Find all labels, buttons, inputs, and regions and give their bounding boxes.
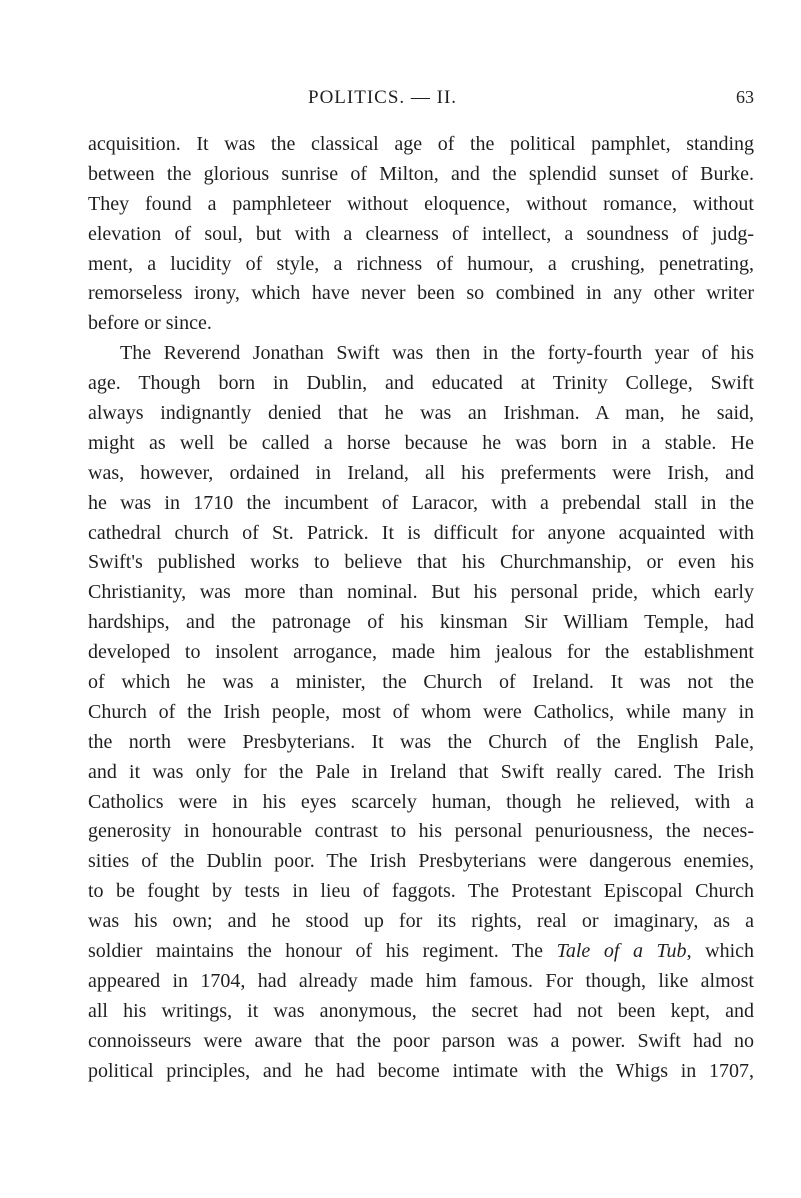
text-line: They found a pamphleteer without eloquence, without romance, without [88, 192, 754, 215]
text-line: political principles, and he had become intimate with the Whigs in 1707, [88, 1059, 754, 1082]
text-line: of which he was a minister, the Church of Ireland. It was not the [88, 671, 754, 694]
text-line: Catholics were in his eyes scarcely human, though he relieved, with a [88, 790, 754, 813]
text-line: hardships, and the patronage of his kinsman Sir William Temple, had [88, 611, 754, 634]
running-title: POLITICS. — II. [308, 87, 458, 108]
text-line: connoisseurs were aware that the poor parson was a power. Swift had no [88, 1029, 754, 1052]
text-line: was, however, ordained in Ireland, all his preferments were Irish, and [88, 461, 754, 484]
paragraph-1 [88, 130, 754, 339]
line-segment: soldier maintains the honour of his regiment. The [88, 940, 557, 963]
text-line: Swift's published works to believe that his Churchmanship, or even his [88, 551, 754, 574]
text-line: might as well be called a horse because he was born in a stable. He [88, 431, 754, 454]
text-line: developed to insolent arrogance, made him jealous for the establishment [88, 641, 754, 664]
text-line: cathedral church of St. Patrick. It is difficult for anyone acquainted with [88, 521, 754, 544]
line-segment: , which [686, 940, 754, 963]
book-title: Tale of a Tub [556, 940, 687, 963]
text-line: Christianity, was more than nominal. But his personal pride, which early [88, 581, 754, 604]
text-line: appeared in 1704, had already made him famous. For though, like almost [88, 969, 754, 992]
paragraph-2 [88, 339, 754, 1086]
running-head [0, 87, 801, 117]
text-line: and it was only for the Pale in Ireland that Swift really cared. The Irish [88, 760, 754, 783]
text-line: age. Though born in Dublin, and educated at Trinity College, Swift [88, 372, 754, 395]
text-line: sities of the Dublin poor. The Irish Presbyterians were dangerous enemies, [88, 850, 754, 873]
text-line: remorseless irony, which have never been so combined in any other writer [88, 282, 754, 305]
text-line: to be fought by tests in lieu of faggots. The Protestant Episcopal Church [88, 880, 754, 903]
text-line: The Reverend Jonathan Swift was then in the forty-fourth year of his [120, 342, 754, 365]
text-line: Church of the Irish people, most of whom were Catholics, while many in [88, 700, 754, 723]
text-line: between the glorious sunrise of Milton, and the splendid sunset of Burke. [88, 162, 754, 185]
text-line: acquisition. It was the classical age of the political pamphlet, standing [88, 133, 754, 155]
text-line: he was in 1710 the incumbent of Laracor, with a prebendal stall in the [88, 491, 754, 514]
text-line: before or since. [88, 312, 212, 335]
text-line: generosity in honourable contrast to his personal penuriousness, the neces- [88, 820, 754, 843]
main-text [88, 130, 754, 1087]
text-line: elevation of soul, but with a clearness of intellect, a soundness of judg- [88, 222, 754, 245]
text-line: all his writings, it was anonymous, the secret had not been kept, and [88, 999, 754, 1022]
text-line-with-title [88, 937, 754, 967]
text-line: always indignantly denied that he was an Irishman. A man, he said, [88, 402, 754, 425]
text-line: was his own; and he stood up for its rights, real or imaginary, as a [88, 910, 754, 933]
text-line: the north were Presbyterians. It was the Church of the English Pale, [88, 730, 754, 753]
text-line: ment, a lucidity of style, a richness of humour, a crushing, penetrating, [88, 252, 754, 275]
page-number: 63 [736, 87, 754, 107]
